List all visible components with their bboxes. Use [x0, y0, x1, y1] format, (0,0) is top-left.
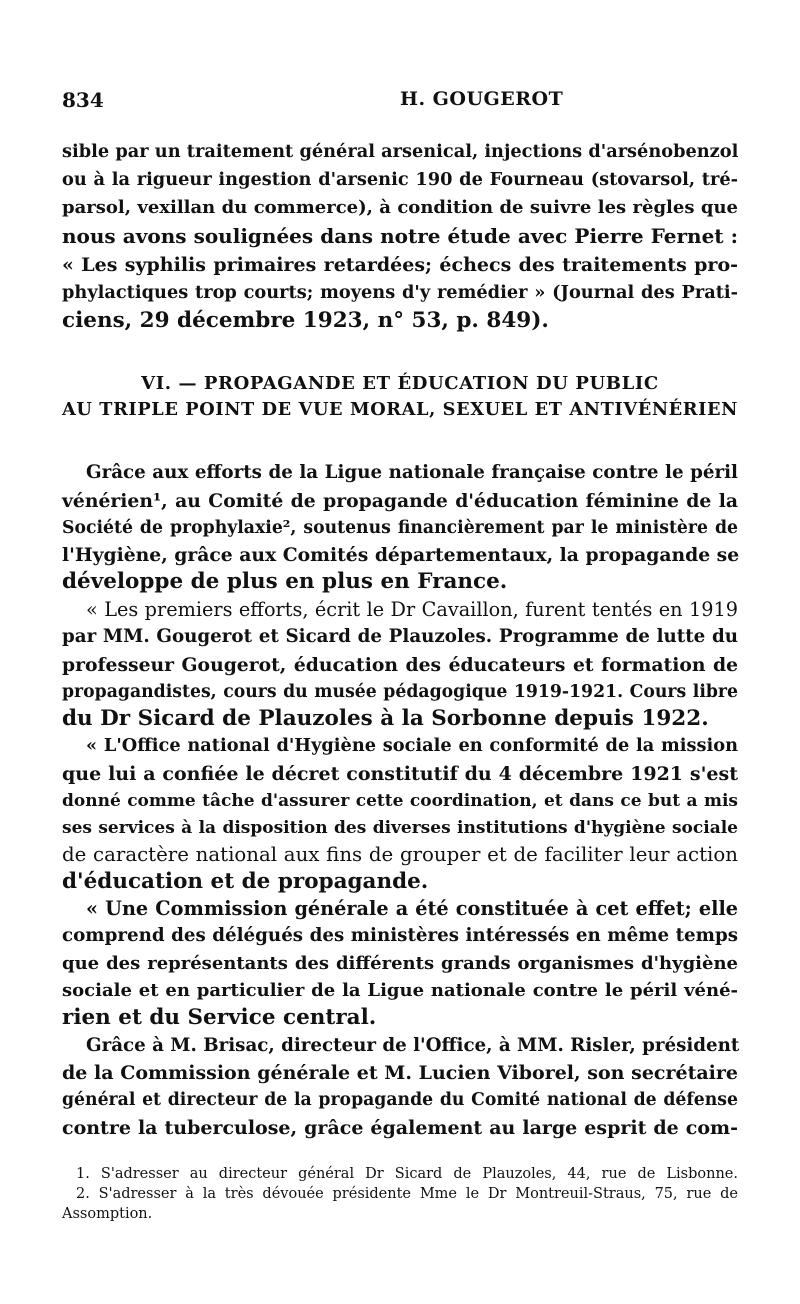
text-line: général et directeur de la propagande du Comité national de défense [62, 1090, 738, 1110]
text-line: que lui a confiée le décret constitutif du 4 décembre 1921 s'est [62, 763, 738, 785]
text-line: contre la tuberculose, grâce également au large esprit de com- [62, 1117, 738, 1139]
text-line: d'éducation et de propagande. [62, 869, 429, 894]
text-line: rien et du Service central. [62, 1005, 377, 1030]
text-line: du Dr Sicard de Plauzoles à la Sorbonne depuis 1922. [62, 706, 709, 731]
text-line: de caractère national aux fins de grouper et de faciliter leur action [62, 843, 738, 866]
footnote: 1. S'adresser au directeur général Dr Sicard de Plauzoles, 44, rue de Lisbonne. [76, 1166, 738, 1182]
text-line: « L'Office national d'Hygiène sociale en conformité de la mission [86, 735, 738, 756]
text-line: sible par un traitement général arsenical, injections d'arsénobenzol [62, 141, 739, 162]
footnote: Assomption. [62, 1206, 153, 1222]
text-line: « Les syphilis primaires retardées; échecs des traitements pro- [62, 254, 738, 276]
text-line: nous avons soulignées dans notre étude avec Pierre Fernet : [62, 224, 738, 248]
page-number: 834 [62, 88, 104, 112]
text-line: vénérien¹, au Comité de propagande d'éducation féminine de la [62, 490, 738, 512]
text-line: de la Commission générale et M. Lucien Viborel, son secrétaire [62, 1062, 738, 1084]
text-line: propagandistes, cours du musée pédagogique 1919-1921. Cours libre [62, 682, 738, 702]
text-line: phylactiques trop courts; moyens d'y remédier » (Journal des Prati- [62, 282, 738, 303]
page-header [62, 88, 738, 118]
text-line: l'Hygiène, grâce aux Comités départementaux, la propagande se [62, 544, 740, 566]
text-line: Grâce à M. Brisac, directeur de l'Office, à MM. Risler, président [86, 1035, 740, 1056]
text-line: donné comme tâche d'assurer cette coordination, et dans ce but a mis [62, 791, 738, 811]
text-line: ciens, 29 décembre 1923, n° 53, p. 849). [62, 308, 549, 333]
running-head: H. GOUGEROT [400, 88, 564, 110]
section-heading-line: AU TRIPLE POINT DE VUE MORAL, SEXUEL ET ANTIVÉNÉRIEN [62, 399, 738, 420]
text-line: parsol, vexillan du commerce), à condition de suivre les règles que [62, 197, 738, 218]
section-heading-line: VI. — PROPAGANDE ET ÉDUCATION DU PUBLIC [141, 373, 659, 394]
footnote: 2. S'adresser à la très dévouée présidente Mme le Dr Montreuil-Straus, 75, rue de [76, 1186, 738, 1202]
text-line: ou à la rigueur ingestion d'arsenic 190 de Fourneau (stovarsol, tré- [62, 169, 738, 190]
text-line: développe de plus en plus en France. [62, 569, 508, 594]
text-line: ses services à la disposition des diverses institutions d'hygiène sociale [62, 818, 738, 838]
text-line: « Les premiers efforts, écrit le Dr Cavaillon, furent tentés en 1919 [86, 598, 738, 621]
text-line: par MM. Gougerot et Sicard de Plauzoles. Programme de lutte du [62, 626, 738, 647]
text-line: professeur Gougerot, éducation des éducateurs et formation de [62, 654, 738, 676]
text-line: que des représentants des différents grands organismes d'hygiène [62, 953, 738, 974]
text-line: Société de prophylaxie², soutenus financièrement par le ministère de [62, 518, 738, 538]
text-line: sociale et en particulier de la Ligue nationale contre le péril véné- [62, 980, 738, 1001]
text-line: « Une Commission générale a été constituée à cet effet; elle [86, 897, 738, 920]
text-line: Grâce aux efforts de la Ligue nationale française contre le péril [86, 462, 738, 483]
text-line: comprend des délégués des ministères intéressés en même temps [62, 925, 738, 946]
